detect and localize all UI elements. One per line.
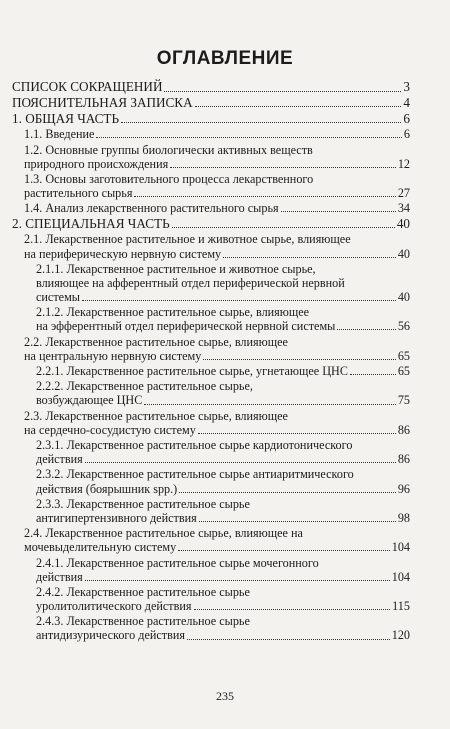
toc-entry [12, 379, 410, 407]
dot-leader [144, 404, 395, 405]
toc-entry-text: 2.3.3. Лекарственное растительное сырье [36, 496, 250, 511]
dot-leader [187, 639, 390, 640]
toc-entry-text: 2.4.3. Лекарственное растительное сырье [36, 614, 250, 629]
toc-entry [12, 80, 410, 95]
page-title: ОГЛАВЛЕНИЕ [156, 48, 294, 69]
toc-entry-text: 2.3.2. Лекарственное растительное сырье антиаритмического [36, 467, 354, 482]
toc-entry [12, 556, 410, 584]
toc-entry-text: 2.2.1. Лекарственное растительное сырье, угнетающее ЦНС [36, 364, 348, 379]
dot-leader [203, 359, 395, 360]
toc-entry [12, 497, 410, 525]
toc-entry-text: системы [36, 290, 80, 304]
dot-leader [194, 609, 391, 610]
toc-entry-text: действия [36, 569, 83, 584]
toc-page-number: 120 [391, 628, 410, 643]
toc-entry [12, 364, 410, 378]
toc-page-number: 40 [397, 290, 410, 304]
toc-entry-text: 2. СПЕЦИАЛЬНАЯ ЧАСТЬ [12, 215, 170, 231]
toc-page-number: 40 [396, 215, 410, 231]
toc-entry-text: 2.1.2. Лекарственное растительное сырье, влияющее [36, 305, 310, 320]
toc-entry-text: влияющее на афферентный отдел периферической нервной [36, 275, 345, 290]
toc-entry [12, 467, 410, 495]
toc-entry-text: 1.4. Анализ лекарственного растительного сырья [24, 201, 279, 216]
toc-entry-text: на эфферентный отдел периферической нервной системы [36, 319, 336, 334]
toc-entry [12, 112, 410, 127]
dot-leader [96, 137, 401, 138]
dot-leader [164, 91, 401, 92]
toc-entry-text: действия (боярышник spp.) [36, 481, 178, 496]
toc-page-number: 86 [397, 422, 410, 437]
dot-leader [179, 492, 396, 493]
toc-page-number: 27 [397, 186, 410, 201]
toc-entry-text: 2.3. Лекарственное растительное сырье, влияющее [24, 408, 288, 423]
dot-leader [121, 122, 401, 123]
dot-leader [85, 462, 396, 463]
toc-page-number: 6 [403, 127, 410, 142]
toc-entry [12, 614, 410, 642]
toc-entry-text: 1.3. Основы заготовительного процесса лекарственного [24, 172, 314, 186]
toc-entry-text: 2.4. Лекарственное растительное сырье, влияющее на [24, 526, 303, 541]
toc-page-number: 56 [397, 319, 410, 334]
toc-entry-text: 2.1.1. Лекарственное растительное и животное сырье, [36, 261, 316, 276]
toc-page-number: 6 [403, 110, 410, 126]
toc-entry [12, 262, 410, 304]
toc-entry [12, 143, 410, 171]
toc-entry-text: действия [36, 452, 83, 467]
toc-entry-text: СПИСОК СОКРАЩЕНИЙ [12, 79, 163, 94]
dot-leader [195, 106, 402, 107]
toc-entry-text: растительного сырья [24, 186, 133, 201]
toc-entry [12, 585, 410, 613]
toc-entry [12, 438, 410, 466]
toc-entry-text: на центральную нервную систему [24, 348, 202, 363]
toc-entry [12, 172, 410, 200]
dot-leader [199, 521, 396, 522]
toc-entry-text: 2.4.1. Лекарственное растительное сырье мочегонного [36, 555, 319, 570]
toc-entry [12, 305, 410, 333]
toc-page-number: 40 [397, 246, 410, 261]
toc-entry-text: 2.2. Лекарственное растительное сырье, влияющее [24, 334, 288, 349]
toc-entry-text: возбуждающее ЦНС [36, 393, 143, 408]
toc-page-number: 98 [397, 510, 410, 525]
dot-leader [178, 550, 390, 551]
toc-entry-text: 2.4.2. Лекарственное растительное сырье [36, 584, 250, 599]
toc-entry-text: ПОЯСНИТЕЛЬНАЯ ЗАПИСКА [12, 94, 193, 110]
dot-leader [223, 257, 396, 258]
toc-page-number: 86 [397, 452, 410, 467]
toc-entry-text: уролитолитического действия [36, 599, 192, 614]
dot-leader [350, 374, 396, 375]
toc-page-number: 4 [403, 94, 410, 110]
toc-entry [12, 335, 410, 363]
dot-leader [337, 329, 395, 330]
toc-page-number: 96 [397, 481, 410, 496]
toc-entry [12, 409, 410, 437]
dot-leader [134, 196, 395, 197]
toc-entry-text: природного происхождения [24, 156, 169, 171]
dot-leader [85, 580, 390, 581]
toc-entry [12, 232, 410, 260]
toc-entry-text: 1.2. Основные группы биологически активных веществ [24, 142, 313, 157]
toc-entry [12, 96, 410, 111]
toc-entry-text: на сердечно-сосудистую систему [24, 422, 196, 437]
toc-page-number: 104 [391, 569, 410, 584]
toc-page-number: 34 [397, 201, 410, 216]
toc-entry [12, 526, 410, 554]
toc-entry [12, 127, 410, 141]
toc-page-number: 12 [397, 156, 410, 171]
dot-leader [198, 433, 396, 434]
toc-entry-text: 1.1. Введение [24, 127, 95, 142]
toc-page-number: 104 [391, 540, 410, 555]
toc-page-number: 115 [392, 599, 410, 614]
toc-entry-text: 2.2.2. Лекарственное растительное сырье, [36, 379, 253, 394]
toc-entry [12, 217, 410, 232]
dot-leader [170, 167, 396, 168]
dot-leader [82, 300, 396, 301]
page-number: 235 [216, 689, 234, 703]
table-of-contents [12, 80, 410, 644]
toc-entry-text: мочевыделительную систему [24, 540, 177, 555]
toc-page-number: 65 [397, 348, 410, 363]
toc-entry-text: 1. ОБЩАЯ ЧАСТЬ [12, 110, 120, 126]
dot-leader [281, 211, 396, 212]
toc-entry-text: антидизурического действия [36, 628, 186, 643]
toc-entry-text: 2.3.1. Лекарственное растительное сырье кардиотонического [36, 438, 353, 453]
toc-entry [12, 201, 410, 215]
toc-page-number: 65 [397, 364, 410, 379]
toc-page-number: 75 [397, 393, 410, 408]
toc-entry-text: антигипертензивного действия [36, 510, 197, 525]
toc-page-number: 3 [403, 79, 410, 94]
toc-entry-text: на периферическую нервную систему [24, 246, 222, 261]
toc-entry-text: 2.1. Лекарственное растительное и животное сырье, влияющее [24, 232, 351, 247]
dot-leader [172, 227, 395, 228]
